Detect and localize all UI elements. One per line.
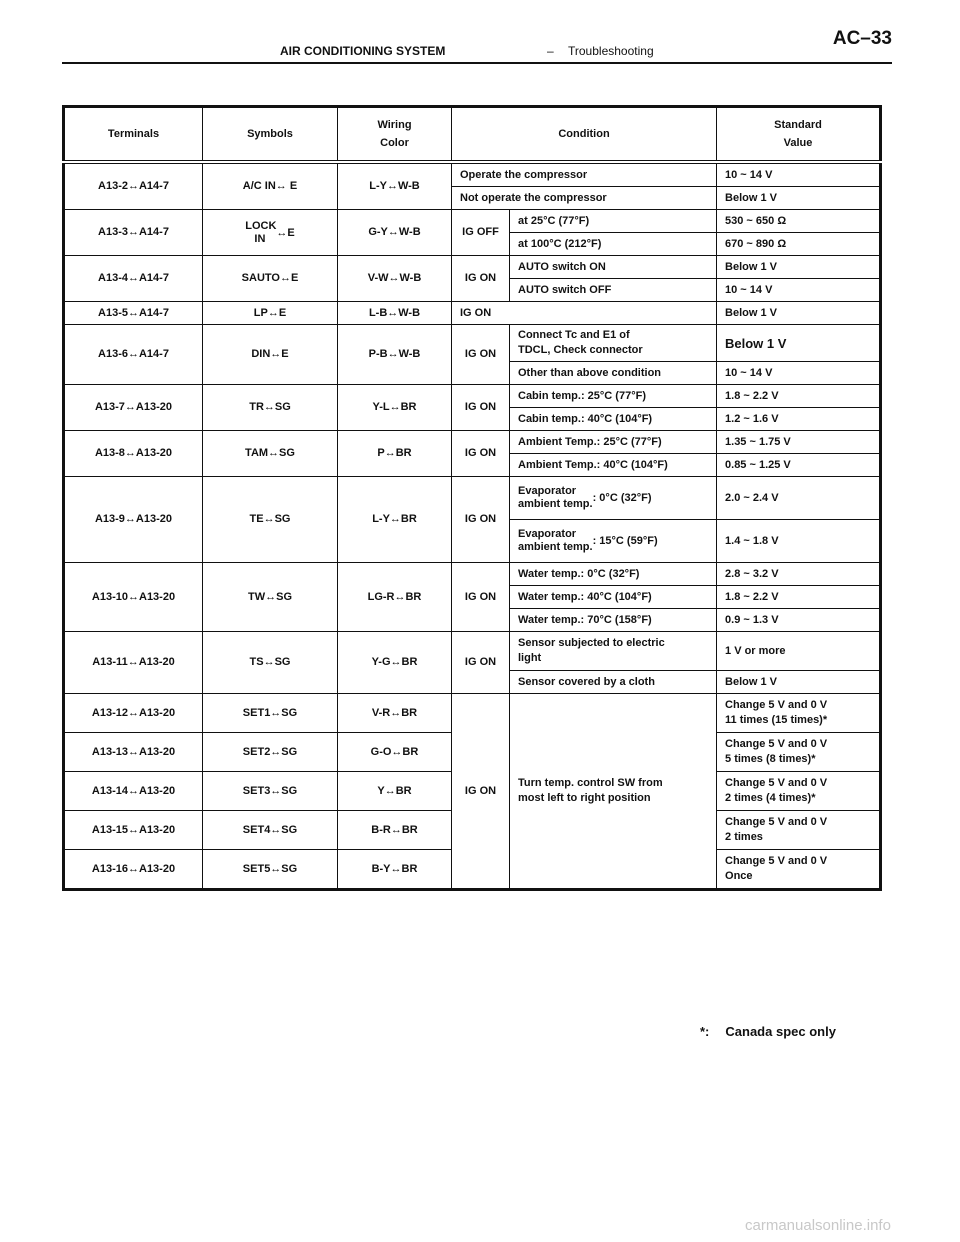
cell-terminals: A13-14↔A13-20	[64, 772, 203, 811]
header-condition: Condition	[452, 107, 717, 163]
cell-wiring: LG-R↔BR	[338, 563, 452, 632]
cell-symbols: DIN↔E	[203, 325, 338, 385]
table-row	[64, 302, 881, 325]
cell-value: 0.85 ~ 1.25 V	[717, 454, 881, 477]
header-symbols: Symbols	[203, 107, 338, 163]
table-row	[64, 431, 881, 454]
table-row	[64, 563, 881, 586]
cell-ig-state: IG ON	[452, 385, 510, 431]
cell-condition: Water temp.: 40°C (104°F)	[510, 586, 717, 609]
header-section: Troubleshooting	[568, 44, 654, 58]
cell-value: 530 ~ 650 Ω	[717, 210, 881, 233]
cell-wiring: V-R↔BR	[338, 694, 452, 733]
cell-condition: Sensor covered by a cloth	[510, 671, 717, 694]
cell-condition: Evaporator ambient temp.: 15°C (59°F)	[510, 520, 717, 563]
header-wiring-color: Wiring Color	[338, 107, 452, 163]
cell-ig-state: IG ON	[452, 256, 510, 302]
page-header	[62, 28, 892, 64]
cell-ig-state: IG ON	[452, 477, 510, 563]
cell-symbols: TR↔SG	[203, 385, 338, 431]
cell-ig-state: IG ON	[452, 563, 510, 632]
cell-condition: Cabin temp.: 40°C (104°F)	[510, 408, 717, 431]
watermark: carmanualsonline.info	[745, 1217, 891, 1234]
cell-condition: Evaporator ambient temp.: 0°C (32°F)	[510, 477, 717, 520]
footnote-text: Canada spec only	[725, 1024, 836, 1039]
cell-symbols: SET4↔SG	[203, 811, 338, 850]
cell-value: 10 ~ 14 V	[717, 362, 881, 385]
page-number: AC–33	[832, 28, 892, 49]
cell-ig-state: IG OFF	[452, 210, 510, 256]
cell-value: Change 5 V and 0 V 2 times (4 times)*	[717, 772, 881, 811]
table-header-row	[64, 107, 881, 163]
cell-condition: Water temp.: 70°C (158°F)	[510, 609, 717, 632]
table-row	[64, 477, 881, 520]
cell-terminals: A13-11↔A13-20	[64, 632, 203, 694]
cell-value: 1.8 ~ 2.2 V	[717, 586, 881, 609]
cell-value: 1.8 ~ 2.2 V	[717, 385, 881, 408]
cell-symbols: SET2↔SG	[203, 733, 338, 772]
cell-value: 10 ~ 14 V	[717, 162, 881, 187]
cell-condition: Turn temp. control SW from most left to right position	[510, 694, 717, 890]
cell-wiring: L-B↔W-B	[338, 302, 452, 325]
cell-value: 1.4 ~ 1.8 V	[717, 520, 881, 563]
cell-symbols: SET5↔SG	[203, 850, 338, 890]
cell-value: Below 1 V	[717, 187, 881, 210]
cell-ig-state: IG ON	[452, 632, 510, 694]
table-row	[64, 385, 881, 408]
cell-terminals: A13-3↔A14-7	[64, 210, 203, 256]
cell-terminals: A13-5↔A14-7	[64, 302, 203, 325]
cell-wiring: Y↔BR	[338, 772, 452, 811]
cell-value: 0.9 ~ 1.3 V	[717, 609, 881, 632]
cell-wiring: Y-G↔BR	[338, 632, 452, 694]
cell-terminals: A13-13↔A13-20	[64, 733, 203, 772]
cell-ig-state: IG ON	[452, 325, 510, 385]
cell-symbols: LOCK IN↔E	[203, 210, 338, 256]
cell-condition: Cabin temp.: 25°C (77°F)	[510, 385, 717, 408]
table-row	[64, 325, 881, 362]
cell-terminals: A13-6↔A14-7	[64, 325, 203, 385]
cell-wiring: L-Y↔BR	[338, 477, 452, 563]
cell-terminals: A13-16↔A13-20	[64, 850, 203, 890]
cell-wiring: G-Y↔W-B	[338, 210, 452, 256]
cell-condition: at 100°C (212°F)	[510, 233, 717, 256]
cell-symbols: SET1↔SG	[203, 694, 338, 733]
cell-symbols: A/C IN↔ E	[203, 162, 338, 210]
cell-ig-state: IG ON	[452, 302, 717, 325]
cell-symbols: SET3↔SG	[203, 772, 338, 811]
cell-symbols: TW↔SG	[203, 563, 338, 632]
cell-terminals: A13-8↔A13-20	[64, 431, 203, 477]
cell-value: Change 5 V and 0 V Once	[717, 850, 881, 890]
cell-value: 10 ~ 14 V	[717, 279, 881, 302]
cell-value: Below 1 V	[717, 302, 881, 325]
cell-value: Below 1 V	[717, 325, 881, 362]
cell-condition: AUTO switch OFF	[510, 279, 717, 302]
cell-wiring: L-Y↔W-B	[338, 162, 452, 210]
cell-value: 670 ~ 890 Ω	[717, 233, 881, 256]
cell-wiring: G-O↔BR	[338, 733, 452, 772]
table-row	[64, 162, 881, 187]
cell-terminals: A13-4↔A14-7	[64, 256, 203, 302]
cell-condition: Ambient Temp.: 25°C (77°F)	[510, 431, 717, 454]
cell-symbols: TE↔SG	[203, 477, 338, 563]
cell-value: Change 5 V and 0 V 5 times (8 times)*	[717, 733, 881, 772]
header-terminals: Terminals	[64, 107, 203, 163]
cell-ig-state: IG ON	[452, 431, 510, 477]
terminal-spec-table	[62, 105, 882, 891]
cell-symbols: SAUTO↔E	[203, 256, 338, 302]
cell-value: Below 1 V	[717, 671, 881, 694]
cell-wiring: P-B↔W-B	[338, 325, 452, 385]
cell-condition: Operate the compressor	[452, 162, 717, 187]
cell-value: Change 5 V and 0 V 11 times (15 times)*	[717, 694, 881, 733]
cell-value: 1 V or more	[717, 632, 881, 671]
footnote	[700, 1024, 836, 1039]
cell-symbols: TS↔SG	[203, 632, 338, 694]
header-standard-value: Standard Value	[717, 107, 881, 163]
cell-condition: AUTO switch ON	[510, 256, 717, 279]
cell-terminals: A13-7↔A13-20	[64, 385, 203, 431]
header-system-title: AIR CONDITIONING SYSTEM	[280, 44, 446, 58]
cell-value: 2.0 ~ 2.4 V	[717, 477, 881, 520]
header-dash: –	[547, 44, 554, 58]
cell-terminals: A13-15↔A13-20	[64, 811, 203, 850]
footnote-mark: *:	[700, 1024, 710, 1039]
cell-terminals: A13-9↔A13-20	[64, 477, 203, 563]
cell-condition: Water temp.: 0°C (32°F)	[510, 563, 717, 586]
cell-value: Below 1 V	[717, 256, 881, 279]
cell-wiring: V-W↔W-B	[338, 256, 452, 302]
table-row	[64, 694, 881, 733]
cell-condition: Sensor subjected to electric light	[510, 632, 717, 671]
cell-wiring: B-R↔BR	[338, 811, 452, 850]
cell-condition: Connect Tc and E1 of TDCL, Check connector	[510, 325, 717, 362]
cell-condition: Not operate the compressor	[452, 187, 717, 210]
cell-symbols: TAM↔SG	[203, 431, 338, 477]
cell-condition: at 25°C (77°F)	[510, 210, 717, 233]
cell-terminals: A13-10↔A13-20	[64, 563, 203, 632]
cell-symbols: LP↔E	[203, 302, 338, 325]
cell-condition: Ambient Temp.: 40°C (104°F)	[510, 454, 717, 477]
cell-value: 1.2 ~ 1.6 V	[717, 408, 881, 431]
cell-condition: Other than above condition	[510, 362, 717, 385]
table-row	[64, 210, 881, 233]
cell-value: Change 5 V and 0 V 2 times	[717, 811, 881, 850]
cell-value: 2.8 ~ 3.2 V	[717, 563, 881, 586]
cell-terminals: A13-2↔A14-7	[64, 162, 203, 210]
table-row	[64, 256, 881, 279]
cell-terminals: A13-12↔A13-20	[64, 694, 203, 733]
cell-value: 1.35 ~ 1.75 V	[717, 431, 881, 454]
cell-wiring: B-Y↔BR	[338, 850, 452, 890]
cell-ig-state: IG ON	[452, 694, 510, 890]
cell-wiring: P↔BR	[338, 431, 452, 477]
table-row	[64, 632, 881, 671]
cell-wiring: Y-L↔BR	[338, 385, 452, 431]
